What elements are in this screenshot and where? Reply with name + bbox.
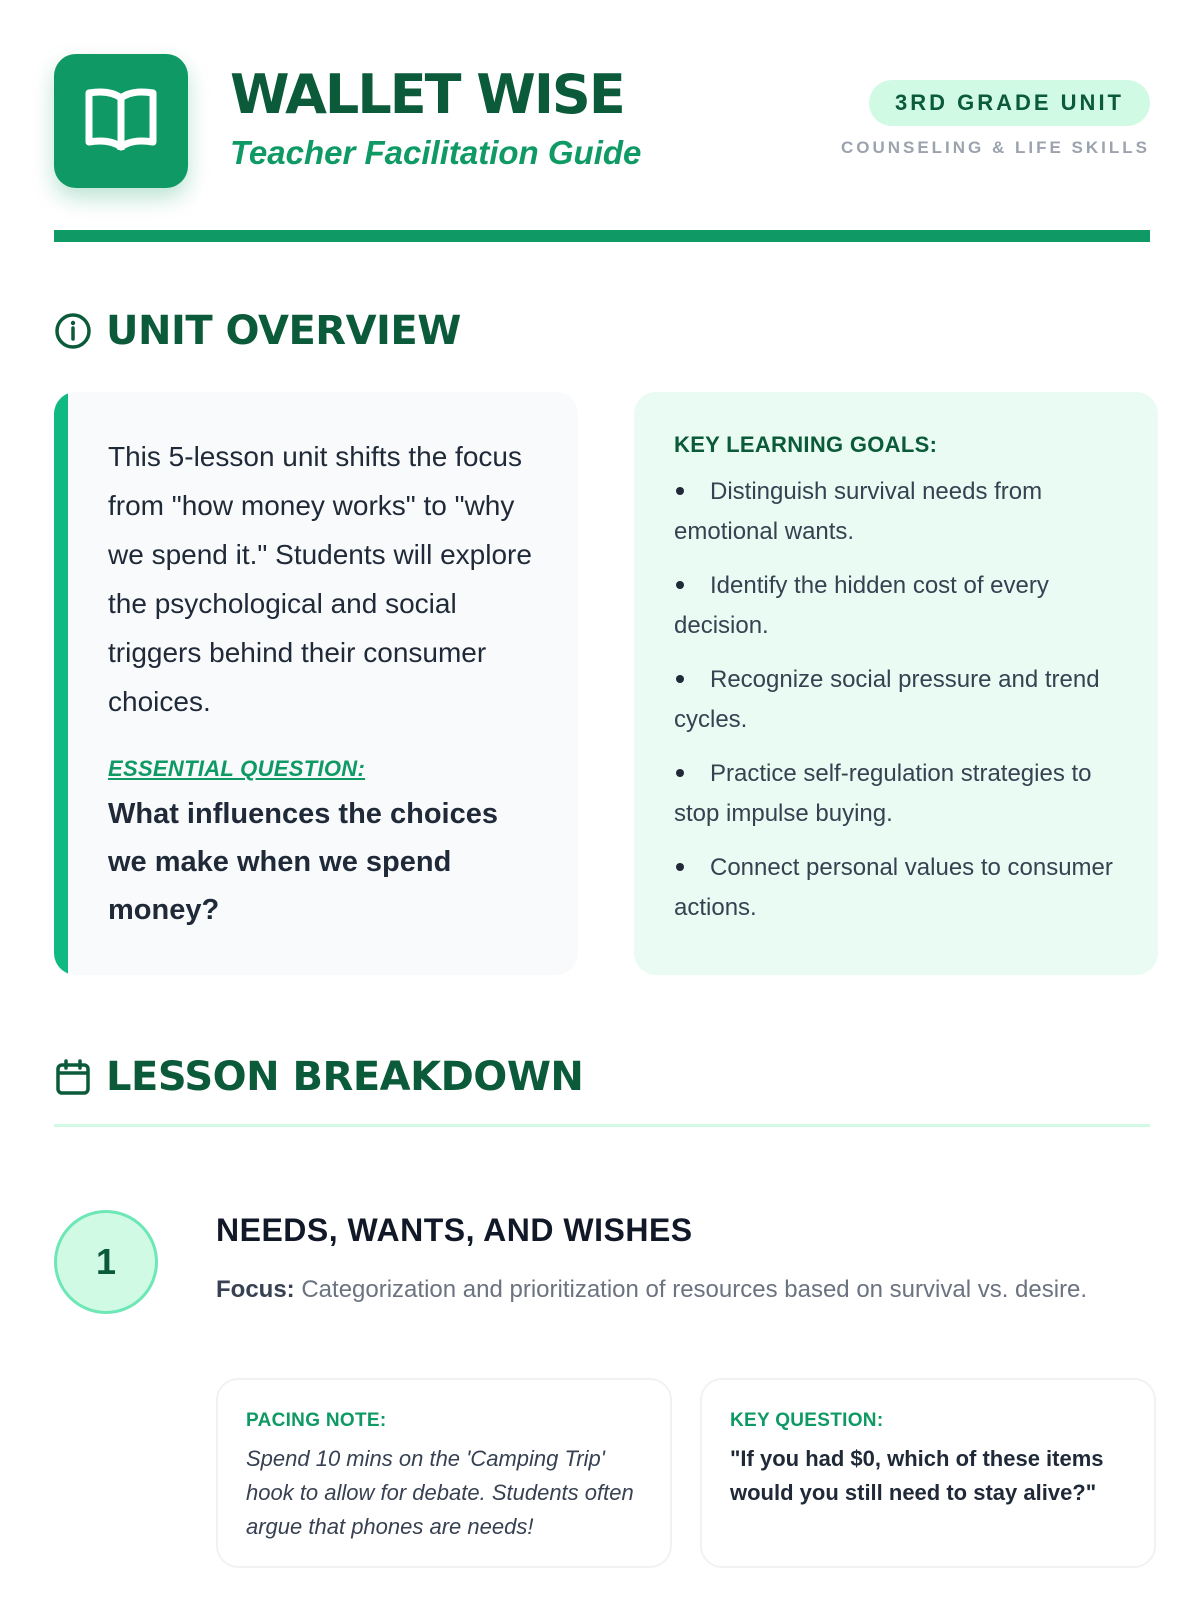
focus-text: Categorization and prioritization of resources based on survival vs. desire. xyxy=(294,1276,1088,1303)
logo xyxy=(54,54,188,188)
info-icon xyxy=(54,312,92,350)
section-heading-overview xyxy=(54,308,461,354)
overview-description-card xyxy=(54,392,578,975)
calendar-icon xyxy=(54,1058,92,1096)
essential-question: What influences the choices we make when we spend money? xyxy=(108,798,498,926)
pacing-note-label: PACING NOTE: xyxy=(246,1410,387,1431)
page-header xyxy=(54,54,1150,188)
goal-item: Identify the hidden cost of every decision. xyxy=(674,572,1049,639)
focus-label: Focus: xyxy=(216,1276,295,1303)
goal-item: Connect personal values to consumer actions. xyxy=(674,854,1113,921)
breakdown-heading: LESSON BREAKDOWN xyxy=(106,1054,584,1100)
header-divider xyxy=(54,230,1150,242)
lesson-number: 1 xyxy=(54,1210,158,1314)
pacing-note-card xyxy=(216,1378,672,1568)
overview-heading: UNIT OVERVIEW xyxy=(106,308,461,354)
essential-question-label: ESSENTIAL QUESTION: xyxy=(108,756,366,781)
card-accent-bar xyxy=(54,392,68,975)
app-subtitle: Teacher Facilitation Guide xyxy=(230,134,642,171)
key-question-card xyxy=(700,1378,1156,1568)
subject-label: COUNSELING & LIFE SKILLS xyxy=(840,138,1150,157)
app-title: WALLET WISE xyxy=(230,63,624,126)
goal-item: Distinguish survival needs from emotional wants. xyxy=(674,478,1043,545)
key-question-label: KEY QUESTION: xyxy=(730,1410,884,1431)
key-question-text: "If you had $0, which of these items would you still need to stay alive?" xyxy=(730,1446,1104,1505)
learning-goals-card xyxy=(634,392,1158,975)
goal-item: Practice self-regulation strategies to stop impulse buying. xyxy=(674,760,1092,827)
open-book-icon xyxy=(83,86,159,156)
overview-description: This 5-lesson unit shifts the focus from "how money works" to "why we spend it." Students will explore the psychological and social triggers behind their consumer choices. xyxy=(108,441,532,717)
goal-item: Recognize social pressure and trend cycles. xyxy=(674,666,1100,733)
goals-title: KEY LEARNING GOALS: xyxy=(674,432,938,457)
lesson-focus xyxy=(216,1270,1116,1310)
grade-badge: 3RD GRADE UNIT xyxy=(869,80,1150,126)
section-heading-breakdown xyxy=(54,1054,583,1100)
lesson-title: NEEDS, WANTS, AND WISHES xyxy=(216,1212,693,1248)
pacing-note-text: Spend 10 mins on the 'Camping Trip' hook to allow for debate. Students often argue that phones are needs! xyxy=(246,1446,634,1539)
breakdown-divider xyxy=(54,1124,1150,1127)
